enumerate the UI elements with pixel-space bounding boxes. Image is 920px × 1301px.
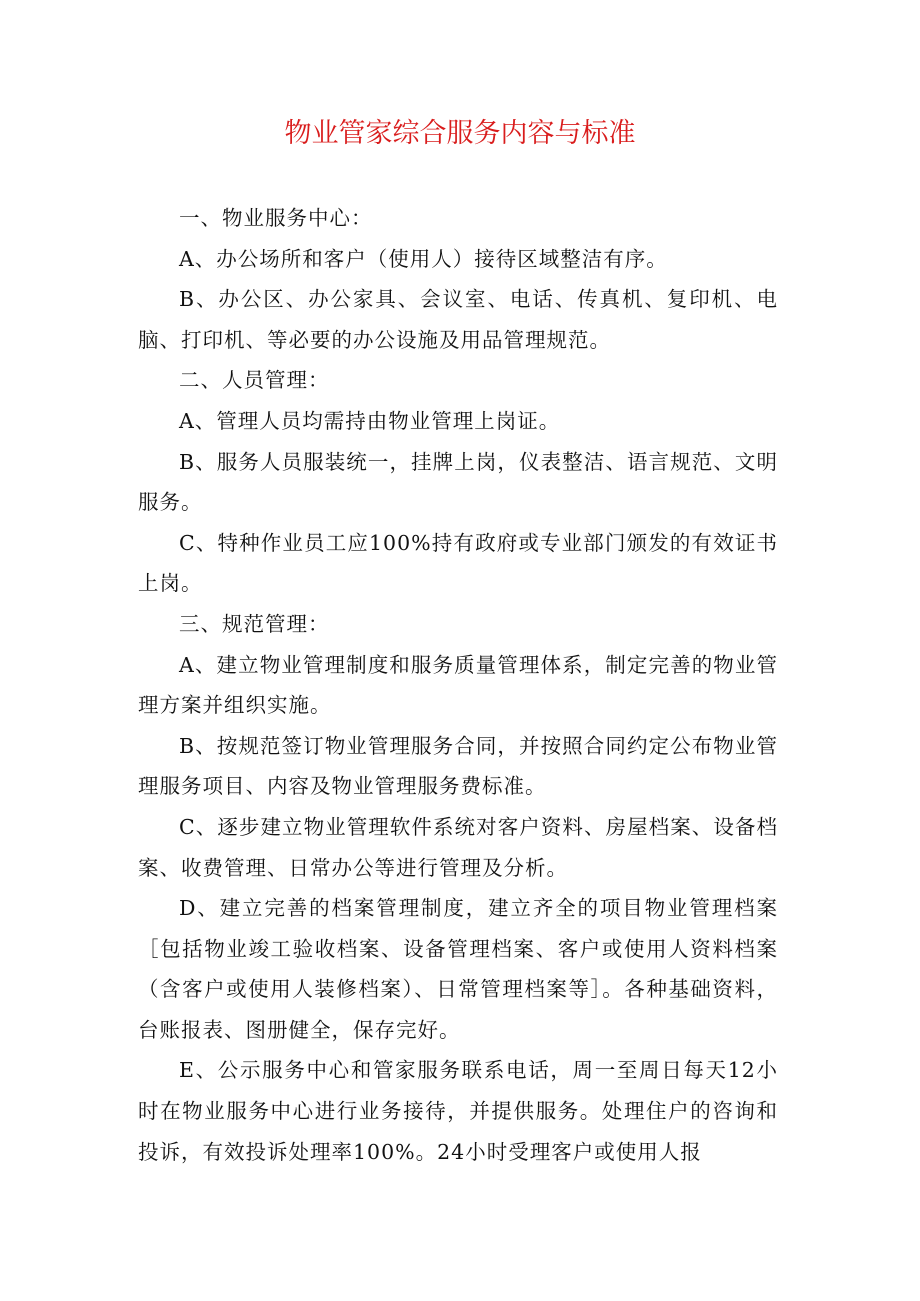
paragraph-staff-uniform: B、服务人员服装统一，挂牌上岗，仪表整洁、语言规范、文明服务。: [138, 449, 778, 515]
paragraph-archive-management: D、建立完善的档案管理制度，建立齐全的项目物业管理档案［包括物业竣工验收档案、设备管理档案、客户或使用人资料档案（含客户或使用人装修档案）、日常管理档案等］。各种基础资料，台账报表、图册健全，保存完好。: [138, 896, 778, 1042]
paragraph-staff-certificate: A、管理人员均需持由物业管理上岗证。: [179, 408, 561, 433]
document-title: 物业管家综合服务内容与标准: [284, 118, 636, 149]
section-heading-standard-management: 三、规范管理：: [179, 611, 330, 636]
paragraph-special-workers: C、特种作业员工应100%持有政府或专业部门颁发的有效证书上岗。: [138, 530, 778, 596]
paragraph-office-facilities: B、办公区、办公家具、会议室、电话、传真机、复印机、电脑、打印机、等必要的办公设施及用品管理规范。: [138, 287, 778, 352]
section-heading-service-center: 一、物业服务中心：: [179, 206, 373, 230]
paragraph-office-order: A、办公场所和客户（使用人）接待区域整洁有序。: [179, 246, 668, 271]
document-body: [138, 198, 778, 1172]
paragraph-service-hotline: E、公示服务中心和管家服务联系电话，周一至周日每天12小时在物业服务中心进行业务接待，并提供服务。处理住户的咨询和投诉，有效投诉处理率100%。24小时受理客户或使用人报: [138, 1058, 778, 1164]
section-heading-staff: 二、人员管理：: [179, 368, 330, 393]
paragraph-management-system: A、建立物业管理制度和服务质量管理体系，制定完善的物业管理方案并组织实施。: [138, 652, 778, 718]
paragraph-service-contract: B、按规范签订物业管理服务合同，并按照合同约定公布物业管理服务项目、内容及物业管理服务费标准。: [138, 733, 778, 799]
paragraph-software-system: C、逐步建立物业管理软件系统对客户资料、房屋档案、设备档案、收费管理、日常办公等进行管理及分析。: [138, 814, 778, 880]
